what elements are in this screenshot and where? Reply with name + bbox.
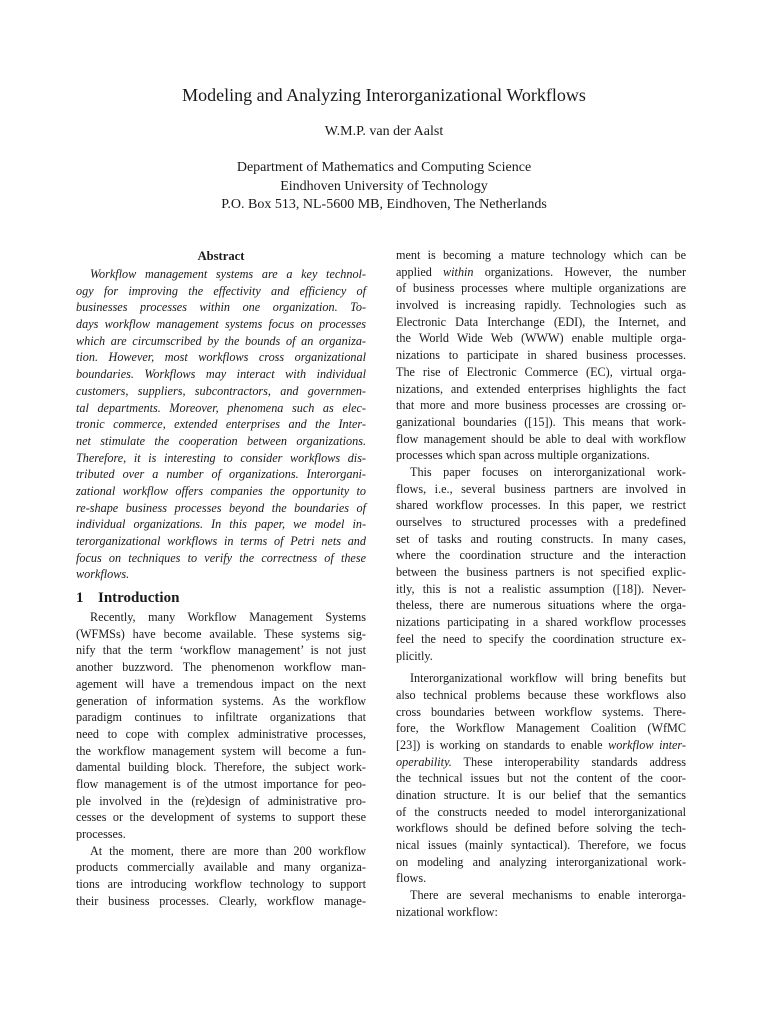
text-line: also technical problems because these workflows also	[396, 687, 686, 702]
text-line: nizations to participate in shared business processes.	[396, 348, 686, 363]
text-run: organizations. However, the number	[473, 264, 687, 279]
text-line: days workflow management systems focus on processes	[76, 317, 366, 332]
affiliation-line: P.O. Box 513, NL-5600 MB, Eindhoven, The Netherlands	[221, 197, 547, 212]
text-run: applied	[396, 264, 444, 279]
text-line: nical issues (mainly syntactical). Therefore, we focus	[396, 838, 686, 853]
text-line: Therefore, it is interesting to consider workflows dis-	[76, 450, 366, 465]
text-line: itly, this is not a realistic assumption ([18]). Never-	[396, 581, 686, 596]
text-line: There are several mechanisms to enable interorga-	[410, 888, 686, 903]
text-line: Workflow management systems are a key technol-	[90, 267, 366, 281]
text-line: focus on techniques to verify the correctness of these	[76, 550, 366, 565]
text-line: workflows should be defined before solving the tech-	[396, 821, 686, 836]
text-run: [23]) is working on standards to enable	[396, 737, 609, 752]
abstract-heading: Abstract	[197, 249, 245, 263]
text-line: the technical issues but not the content of the coor-	[396, 771, 686, 786]
text-line: ment is becoming a mature technology which can be	[396, 248, 686, 262]
affiliation-line: Eindhoven University of Technology	[280, 178, 488, 194]
text-line: Interorganizational workflow will bring benefits but	[410, 671, 686, 686]
text-line: flows, i.e., several business partners are involved in	[396, 481, 686, 496]
text-line: terorganizational workflows in terms of Petri nets and	[76, 534, 366, 548]
text-line: the workflow management system will become a fun-	[76, 743, 366, 758]
text-line: of business processes where multiple organizations are	[396, 281, 686, 296]
emphasis-text: workflow inter-	[608, 737, 686, 752]
section-heading	[76, 587, 366, 609]
body-paragraph	[396, 247, 686, 464]
body-paragraph	[396, 464, 686, 664]
text-line: tions are introducing workflow technology to support	[76, 877, 366, 892]
text-line: zational workflow offers companies the opportunity to	[76, 483, 366, 498]
text-line: flow management should be able to deal with workflow	[396, 431, 686, 446]
section-number: 1	[76, 590, 84, 607]
text-line: generation of information systems. As the workflow	[76, 693, 366, 708]
text-line: paradigm continues to infiltrate organizations that	[76, 710, 366, 725]
text-line: between the business partners is not specified explic-	[396, 565, 686, 580]
body-paragraph	[396, 670, 686, 887]
text-line: Recently, many Workflow Management Systems	[90, 610, 366, 625]
text-line: Electronic Data Interchange (EDI), the Internet, and	[396, 314, 686, 329]
text-line: ogy for improving the effectivity and efficiency of	[76, 283, 366, 298]
intro-paragraph	[76, 609, 366, 843]
text-line: on modeling and analyzing interorganizational work-	[396, 854, 686, 869]
text-line: processes which span across multiple organizations.	[396, 448, 650, 463]
text-line: where the coordination structure and the interaction	[396, 548, 686, 563]
intro-paragraph	[76, 843, 366, 910]
text-line: flows.	[396, 871, 427, 886]
text-line: nizations participating in a shared workflow processes	[396, 615, 686, 630]
text-line: that more and more business processes are crossing or-	[396, 398, 686, 413]
text-line	[396, 264, 686, 281]
text-line: customers, suppliers, subcontractors, and governmen-	[76, 383, 366, 398]
text-line: involved is increasing rapidly. Technologies such as	[396, 298, 686, 313]
author-affiliation	[0, 159, 768, 215]
text-line: processes.	[76, 827, 126, 841]
text-line: nizational workflow:	[396, 904, 498, 919]
right-column	[396, 247, 686, 921]
text-line: their business processes. Clearly, workflow manage-	[76, 893, 366, 908]
text-line: agement will have a tremendous impact on the next	[76, 676, 366, 691]
text-line	[396, 754, 686, 771]
body-paragraph	[396, 887, 686, 920]
text-line: individual organizations. In this paper, we model in-	[76, 517, 366, 532]
author-name: W.M.P. van der Aalst	[324, 124, 444, 139]
text-line: tion. However, most workflows cross organizational	[76, 350, 366, 365]
text-line: which are circumscribed by the bounds of an organiza-	[76, 333, 366, 348]
text-line: damental building block. Therefore, the subject work-	[76, 760, 366, 775]
emphasis-text: operability.	[396, 754, 452, 769]
text-line: set of tasks and routing constructs. In many cases,	[396, 531, 686, 546]
text-line: cesses or the development of systems to support these	[76, 810, 366, 825]
text-line: need to cope with complex administrative processes,	[76, 726, 366, 741]
abstract-body	[76, 266, 366, 583]
paper-title: Modeling and Analyzing Interorganizational Workflows	[182, 85, 586, 105]
text-line: plicitly.	[396, 648, 433, 663]
text-line: At the moment, there are more than 200 workflow	[90, 843, 366, 858]
text-line: (WFMSs) have become available. These systems sig-	[76, 626, 366, 641]
text-line: products commercially available and many organiza-	[76, 860, 366, 875]
text-line: tal departments. Moreover, phenomena such as elec-	[76, 400, 366, 415]
text-line: theless, there are numerous situations where the orga-	[396, 598, 686, 613]
text-line: nify that the term ‘workflow management’ is not just	[76, 643, 366, 658]
text-line: fore, the Workflow Management Coalition (WfMC	[396, 721, 686, 736]
text-line: cross boundaries between workflow systems. There-	[396, 704, 686, 719]
text-run: These interoperability standards address	[451, 754, 686, 769]
text-line: net stimulate the cooperation between organizations.	[76, 433, 366, 448]
left-column	[76, 247, 366, 909]
text-line	[396, 737, 686, 754]
emphasis-text: within	[443, 264, 474, 279]
text-line: businesses processes within one organization. To-	[76, 300, 366, 315]
text-line: re-shape business processes beyond the boundaries of	[76, 500, 366, 515]
text-line: dination structure. It is our belief that the semantics	[396, 788, 686, 802]
text-line: feel the need to specify the coordination structure ex-	[396, 631, 686, 646]
text-line: the World Wide Web (WWW) enable multiple orga-	[396, 331, 686, 346]
text-line: tronic commerce, extended enterprises and the Inter-	[76, 417, 366, 432]
text-line: boundaries. Workflows may interact with individual	[76, 367, 366, 382]
text-line: workflows.	[76, 567, 130, 582]
text-line: ganizational boundaries ([15]). This means that work-	[396, 414, 686, 429]
text-line: another buzzword. The phenomenon workflow man-	[76, 660, 366, 675]
text-line: ple involved in the (re)design of administrative pro-	[76, 793, 366, 808]
text-line: This paper focuses on interorganizational work-	[410, 464, 686, 479]
affiliation-line: Department of Mathematics and Computing Science	[236, 160, 532, 175]
text-line: of the constructs needed to model interorganizational	[396, 804, 686, 819]
text-line: The rise of Electronic Commerce (EC), virtual orga-	[396, 364, 686, 379]
text-line: flow management is of the utmost importance for peo-	[76, 776, 366, 791]
text-line: ourselves to structured processes with a predefined	[396, 515, 686, 529]
text-line: tributed over a number of organizations. Interorgani-	[76, 467, 366, 482]
section-title: Introduction	[98, 590, 180, 607]
text-line: nizations, and extended enterprises highlights the fact	[396, 381, 686, 396]
text-line: shared workflow processes. In this paper, we restrict	[396, 498, 686, 513]
